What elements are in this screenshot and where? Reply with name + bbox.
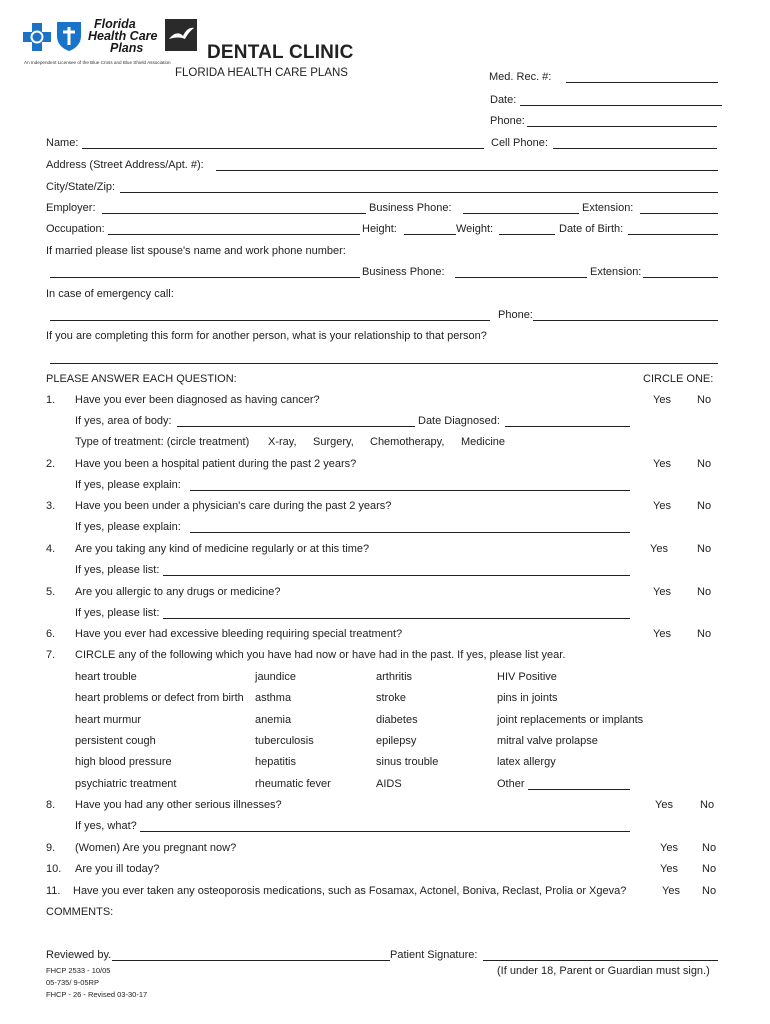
condition-item[interactable]: epilepsy: [376, 734, 417, 747]
weight-field[interactable]: [499, 234, 555, 235]
condition-item[interactable]: jaundice: [255, 671, 296, 683]
condition-item[interactable]: psychiatric treatment: [75, 777, 177, 790]
q2-number: 2.: [46, 458, 56, 470]
q10-no[interactable]: No: [702, 863, 717, 875]
treatment-xray[interactable]: X-ray,: [268, 436, 297, 448]
q1-yes[interactable]: Yes: [653, 394, 671, 406]
q1-treatment-label: Type of treatment: (circle treatment): [75, 436, 250, 448]
condition-item[interactable]: sinus trouble: [376, 756, 439, 769]
city-label: City/State/Zip:: [46, 181, 116, 193]
q7-text: CIRCLE any of the following which you have had now or have had in the past. If yes, please list year.: [75, 649, 566, 661]
q8-yes[interactable]: Yes: [655, 799, 673, 811]
business-phone-label: Business Phone:: [369, 202, 452, 214]
condition-item[interactable]: latex allergy: [497, 756, 556, 769]
extension-label: Extension:: [582, 202, 634, 214]
q11-yes[interactable]: Yes: [662, 885, 680, 897]
emergency-phone-label: Phone:: [498, 309, 533, 321]
employer-field[interactable]: [102, 213, 366, 214]
patient-signature-field[interactable]: [483, 960, 718, 961]
q8-number: 8.: [46, 799, 56, 811]
relationship-field[interactable]: [50, 363, 718, 364]
other-condition-field[interactable]: [528, 789, 630, 790]
employer-label: Employer:: [46, 202, 96, 214]
q5-list-label: If yes, please list:: [75, 607, 160, 619]
q1-area-label: If yes, area of body:: [75, 415, 172, 427]
condition-item[interactable]: asthma: [255, 692, 292, 705]
q11-text: Have you ever taken any osteoporosis medications, such as Fosamax, Actonel, Boniva, Reclast, Prolia or Xgeva?: [73, 885, 627, 897]
q5-text: Are you allergic to any drugs or medicine?: [75, 586, 281, 598]
q9-no[interactable]: No: [702, 842, 717, 854]
circle-one-header: CIRCLE ONE:: [643, 373, 714, 385]
q4-yes[interactable]: Yes: [650, 543, 668, 555]
q4-number: 4.: [46, 543, 56, 555]
city-field[interactable]: [120, 192, 718, 193]
condition-item[interactable]: joint replacements or implants: [497, 713, 644, 726]
address-label: Address (Street Address/Apt. #):: [46, 159, 204, 171]
dob-field[interactable]: [628, 234, 718, 235]
treatment-chemotherapy[interactable]: Chemotherapy,: [370, 436, 445, 448]
q3-yes[interactable]: Yes: [653, 500, 671, 512]
condition-item[interactable]: tuberculosis: [255, 734, 314, 747]
q3-number: 3.: [46, 500, 56, 512]
name-label: Name:: [46, 137, 79, 149]
spouse-business-phone-field[interactable]: [455, 277, 587, 278]
q5-no[interactable]: No: [697, 586, 712, 598]
q6-yes[interactable]: Yes: [653, 628, 671, 640]
q4-list-label: If yes, please list:: [75, 564, 160, 576]
q9-text: (Women) Are you pregnant now?: [75, 842, 237, 854]
q10-text: Are you ill today?: [75, 863, 160, 875]
brand-line-2: Health Care: [88, 29, 158, 43]
reviewed-by-field[interactable]: [112, 960, 390, 961]
emergency-name-field[interactable]: [50, 320, 490, 321]
brand-line-3: Plans: [110, 41, 144, 55]
bird-logo-icon: [165, 19, 197, 51]
q4-text: Are you taking any kind of medicine regularly or at this time?: [75, 543, 370, 555]
q3-explain-field[interactable]: [190, 532, 630, 533]
q1-date-label: Date Diagnosed:: [418, 415, 500, 427]
q11-number: 11.: [46, 885, 61, 897]
q8-what-label: If yes, what?: [75, 820, 137, 832]
q9-yes[interactable]: Yes: [660, 842, 678, 854]
condition-item[interactable]: persistent cough: [75, 734, 156, 747]
q9-number: 9.: [46, 842, 56, 854]
weight-label: Weight:: [456, 223, 494, 235]
q5-number: 5.: [46, 586, 56, 598]
q3-no[interactable]: No: [697, 500, 712, 512]
q6-no[interactable]: No: [697, 628, 712, 640]
q8-text: Have you had any other serious illnesses?: [75, 799, 282, 811]
q11-no[interactable]: No: [702, 885, 717, 897]
business-phone-field[interactable]: [463, 213, 579, 214]
condition-item[interactable]: mitral valve prolapse: [497, 734, 598, 747]
blue-shield-icon: [55, 20, 83, 52]
condition-item[interactable]: diabetes: [376, 713, 418, 726]
q4-list-field[interactable]: [163, 575, 630, 576]
dob-label: Date of Birth:: [559, 223, 624, 235]
emergency-phone-field[interactable]: [533, 320, 718, 321]
condition-item[interactable]: stroke: [376, 692, 406, 705]
q1-text: Have you ever been diagnosed as having cancer?: [75, 394, 320, 406]
q8-no[interactable]: No: [700, 799, 715, 811]
name-field[interactable]: [82, 148, 484, 149]
q6-number: 6.: [46, 628, 56, 640]
spouse-extension-label: Extension:: [590, 266, 642, 278]
height-label: Height:: [362, 223, 397, 235]
form-code-2: 05-735/ 9-05RP: [46, 978, 99, 987]
page-title: DENTAL CLINIC: [207, 42, 354, 63]
q6-text: Have you ever had excessive bleeding requiring special treatment?: [75, 628, 403, 640]
q10-yes[interactable]: Yes: [660, 863, 678, 875]
q2-explain-label: If yes, please explain:: [75, 479, 181, 491]
cell-phone-field[interactable]: [553, 148, 717, 149]
condition-item[interactable]: hepatitis: [255, 756, 296, 769]
height-field[interactable]: [404, 234, 456, 235]
spouse-label: If married please list spouse's name and work phone number:: [46, 245, 346, 257]
treatment-medicine[interactable]: Medicine: [461, 436, 506, 448]
questions-header: PLEASE ANSWER EACH QUESTION:: [46, 373, 237, 385]
q5-list-field[interactable]: [163, 618, 630, 619]
relationship-label: If you are completing this form for another person, what is your relationship to that person?: [46, 330, 487, 342]
q2-text: Have you been a hospital patient during the past 2 years?: [75, 458, 357, 470]
q3-text: Have you been under a physician's care during the past 2 years?: [75, 500, 392, 512]
spouse-extension-field[interactable]: [643, 277, 718, 278]
condition-item[interactable]: pins in joints: [497, 692, 558, 705]
q1-area-field[interactable]: [177, 426, 415, 427]
condition-item[interactable]: rheumatic fever: [255, 777, 331, 790]
q2-yes[interactable]: Yes: [653, 458, 671, 470]
q4-no[interactable]: No: [697, 543, 712, 555]
form-code-3: FHCP - 26 - Revised 03-30-17: [46, 990, 148, 999]
date-label: Date:: [490, 94, 517, 106]
spouse-business-phone-label: Business Phone:: [362, 266, 445, 278]
phone-label: Phone:: [490, 115, 525, 127]
q3-explain-label: If yes, please explain:: [75, 521, 181, 533]
q1-number: 1.: [46, 394, 56, 406]
form-code-1: FHCP 2533 - 10/05: [46, 966, 111, 975]
guardian-note: (If under 18, Parent or Guardian must sign.): [497, 965, 710, 977]
blue-cross-icon: [22, 22, 52, 52]
condition-item[interactable]: HIV Positive: [497, 671, 557, 683]
condition-item[interactable]: AIDS: [376, 777, 402, 790]
page-subtitle: FLORIDA HEALTH CARE PLANS: [175, 67, 348, 79]
med-rec-label: Med. Rec. #:: [489, 71, 552, 83]
q1-date-field[interactable]: [505, 426, 630, 427]
comments-label: COMMENTS:: [46, 906, 114, 918]
q7-number: 7.: [46, 649, 56, 661]
phone-field[interactable]: [527, 126, 717, 127]
condition-item[interactable]: heart murmur: [75, 713, 142, 726]
condition-item[interactable]: Other: [497, 777, 525, 790]
cell-phone-label: Cell Phone:: [491, 137, 548, 149]
occupation-label: Occupation:: [46, 223, 105, 235]
extension-field[interactable]: [640, 213, 718, 214]
date-field[interactable]: [520, 105, 722, 106]
med-rec-field[interactable]: [566, 82, 718, 83]
reviewed-by-label: Reviewed by.: [46, 949, 112, 961]
condition-item[interactable]: anemia: [255, 713, 292, 726]
condition-item[interactable]: heart problems or defect from birth: [75, 692, 244, 705]
condition-item[interactable]: high blood pressure: [75, 756, 172, 769]
brand-line-1: Florida: [94, 17, 136, 31]
address-field[interactable]: [216, 170, 718, 171]
condition-item[interactable]: heart trouble: [75, 671, 137, 683]
spouse-name-field[interactable]: [50, 277, 360, 278]
treatment-surgery[interactable]: Surgery,: [313, 436, 354, 448]
q2-no[interactable]: No: [697, 458, 712, 470]
q1-no[interactable]: No: [697, 394, 712, 406]
q10-number: 10.: [46, 863, 62, 875]
q5-yes[interactable]: Yes: [653, 586, 671, 598]
q8-what-field[interactable]: [140, 831, 630, 832]
condition-item[interactable]: arthritis: [376, 671, 413, 683]
q2-explain-field[interactable]: [190, 490, 630, 491]
emergency-label: In case of emergency call:: [46, 288, 174, 300]
occupation-field[interactable]: [108, 234, 360, 235]
patient-signature-label: Patient Signature:: [390, 949, 478, 961]
licensee-note: An Independent Licensee of the Blue Cross and Blue Shield Association: [24, 60, 171, 65]
